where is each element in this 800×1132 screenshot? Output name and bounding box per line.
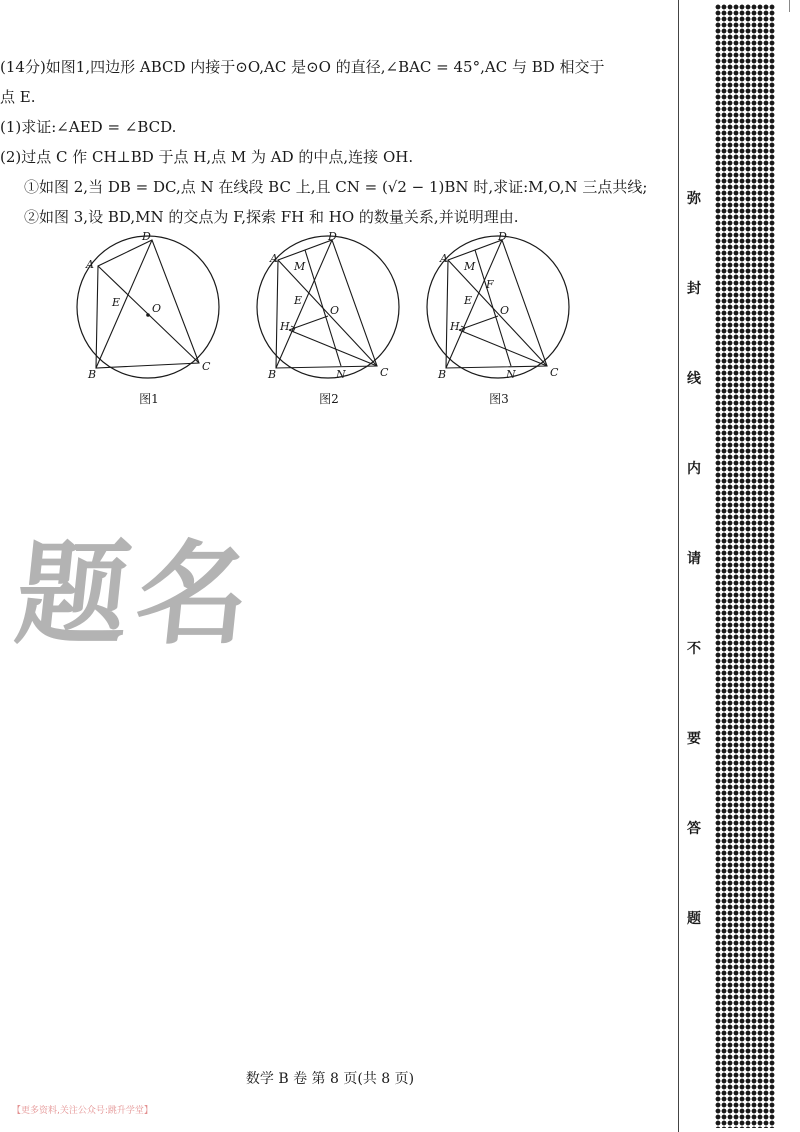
figure-3-diagram	[414, 228, 584, 388]
binding-divider	[678, 0, 679, 1132]
question-line-1b: 点 E.	[0, 88, 36, 106]
fig1-label-b: B	[88, 368, 97, 381]
figure-2-caption: 图2	[319, 392, 339, 406]
binding-char: 请	[687, 551, 701, 567]
fig2-label-b: B	[268, 368, 277, 381]
fig2-label-o: O	[330, 304, 340, 317]
fig2-label-d: D	[328, 230, 337, 243]
fig3-label-h: H	[450, 320, 460, 333]
fig2-label-n: N	[336, 368, 346, 381]
fig1-label-e: E	[112, 296, 121, 309]
binding-char: 弥	[687, 191, 701, 207]
fig1-label-c: C	[202, 360, 211, 373]
question-part-2: (2)过点 C 作 CH⊥BD 于点 H,点 M 为 AD 的中点,连接 OH.	[0, 148, 414, 166]
fig3-label-a: A	[440, 252, 448, 265]
fig2-label-m: M	[294, 260, 306, 273]
fig2-label-e: E	[294, 294, 303, 307]
figure-3-caption: 图3	[489, 392, 509, 406]
fig2-label-h: H	[280, 320, 290, 333]
binding-char: 封	[687, 281, 701, 297]
binding-margin-text	[681, 188, 707, 928]
question-sub-1: ①如图 2,当 DB = DC,点 N 在线段 BC 上,且 CN = (√2 − 1)BN 时,求证:M,O,N 三点共线;	[24, 178, 648, 196]
fig1-label-d: D	[142, 230, 151, 243]
binding-char: 题	[687, 911, 701, 927]
fig3-label-e: E	[464, 294, 473, 307]
fig1-label-a: A	[86, 258, 94, 271]
footnote: 【更多资料,关注公众号:跳升学堂】	[12, 1106, 153, 1116]
figure-2	[244, 228, 414, 413]
question-line-1: (14分)如图1,四边形 ABCD 内接于⊙O,AC 是⊙O 的直径,∠BAC = 45°,AC 与 BD 相交于	[0, 58, 605, 76]
fig1-label-o: O	[152, 302, 162, 315]
binding-char: 答	[687, 821, 701, 837]
binding-char: 要	[687, 731, 701, 747]
figure-1-diagram	[64, 228, 234, 388]
fig3-label-m: M	[464, 260, 476, 273]
fig3-label-n: N	[506, 368, 516, 381]
question-sub-2: ②如图 3,设 BD,MN 的交点为 F,探索 FH 和 HO 的数量关系,并说明理由.	[24, 208, 519, 226]
question-part-1: (1)求证:∠AED = ∠BCD.	[0, 118, 177, 136]
fig2-label-c: C	[380, 366, 389, 379]
figure-1-caption: 图1	[139, 392, 159, 406]
watermark-stamp: 题名	[10, 529, 264, 660]
figure-3	[414, 228, 584, 413]
binding-char: 线	[687, 371, 701, 387]
question-text	[0, 52, 650, 232]
binding-char: 内	[687, 461, 701, 477]
figure-2-diagram	[244, 228, 414, 388]
page-footer: 数学 B 卷 第 8 页(共 8 页)	[245, 1071, 415, 1087]
fig3-label-f: F	[486, 278, 494, 291]
binding-dot-pattern	[715, 4, 775, 1128]
fig3-label-d: D	[498, 230, 507, 243]
fig3-label-b: B	[438, 368, 447, 381]
figure-1	[64, 228, 234, 413]
binding-char: 不	[687, 641, 701, 657]
fig2-label-a: A	[270, 252, 278, 265]
fig3-label-c: C	[550, 366, 559, 379]
edge-mark	[789, 0, 790, 12]
fig3-label-o: O	[500, 304, 510, 317]
